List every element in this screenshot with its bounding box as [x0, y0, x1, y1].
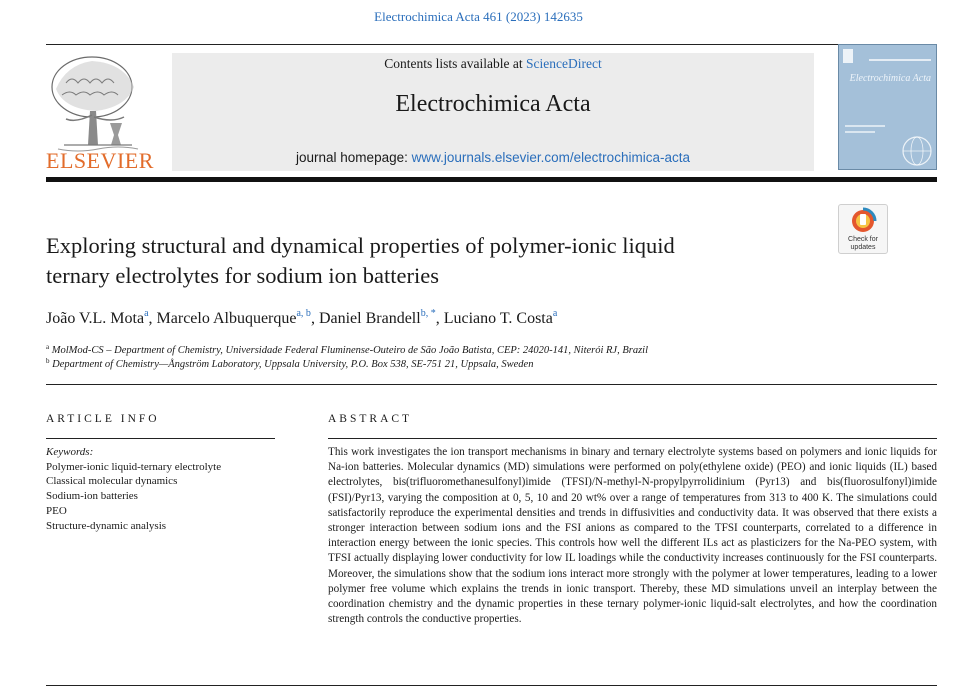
journal-cover-image[interactable] [838, 44, 937, 170]
author-name[interactable]: Daniel Brandell [318, 310, 421, 327]
abstract-rule [328, 438, 937, 439]
journal-title[interactable]: Electrochimica Acta [395, 91, 591, 117]
journal-header [172, 53, 814, 171]
top-divider [46, 44, 937, 45]
contents-line [172, 56, 814, 72]
section-divider [46, 384, 937, 385]
keyword-item: Polymer-ionic liquid-ternary electrolyte [46, 460, 222, 473]
title-line-2: ternary electrolytes for sodium ion batteries [46, 263, 439, 288]
sciencedirect-link[interactable]: ScienceDirect [526, 56, 602, 71]
author-separator: , [435, 310, 444, 327]
bottom-divider [46, 685, 937, 686]
badge-line-1: Check for [848, 236, 878, 243]
article-info-heading: ARTICLE INFO [46, 413, 160, 425]
title-line-1: Exploring structural and dynamical properties of polymer-ionic liquid [46, 233, 675, 258]
badge-line-2: updates [850, 243, 876, 251]
cover-art [839, 45, 936, 169]
check-updates-icon [839, 205, 887, 235]
check-updates-text [839, 236, 887, 251]
journal-citation[interactable]: Electrochimica Acta 461 (2023) 142635 [374, 9, 583, 24]
affiliation-text: MolMod-CS – Department of Chemistry, Universidade Federal Fluminense-Outeiro de São João Batista, CEP: 24020-141, Niterói RJ, Brazil [51, 345, 649, 356]
author-name[interactable]: João V.L. Mota [46, 310, 145, 327]
contents-prefix: Contents lists available at [384, 56, 526, 71]
keyword-item: Sodium-ion batteries [46, 490, 138, 503]
affiliation-text: Department of Chemistry—Ångström Laboratory, Uppsala University, P.O. Box 538, SE-751 21, Uppsala, Sweden [52, 359, 534, 370]
affiliation-b [46, 357, 533, 370]
affiliation-marker: b [46, 357, 50, 365]
author-name[interactable]: Marcelo Albuquerque [156, 310, 297, 327]
author-affiliation-sup[interactable]: a [144, 308, 149, 319]
article-info-rule [46, 438, 275, 439]
author-separator: , [148, 310, 157, 327]
journal-homepage-link[interactable]: www.journals.elsevier.com/electrochimica-acta [411, 150, 690, 165]
affiliation-marker: a [46, 343, 50, 351]
keyword-item: Classical molecular dynamics [46, 475, 178, 488]
article-title [46, 231, 806, 291]
abstract-text: This work investigates the ion transport mechanisms in binary and ternary electrolyte systems based on polymers and ionic liquids for Na-ion batteries. Molecular dynamics (MD) simulations were performed on poly(ethylene oxide) (PEO) and ionic liquids (IL) based electrolytes, bis(trifluoromethanesulfonyl)imide (TFSI)/N-methyl-N-propylpyrrolidinium (Pyr13) and bis(fluorosulfonyl)imide (FSI)/Pyr13, varying the composition at 0, 5, 10 and 20 wt% over a range of temperatures from 313 to 400 K. The simulations could satisfactorily reproduce the experimental densities and trends in diffusivities and conductivity data. It was observed that there exists a stronger interaction between sodium ions and the FSI anions as compared to the TFSI counterparts, correlated to a difference in interaction energy between the ionic species. This controls how well the different ILs act as plasticizers for the Na-PEO system, with TFSI actually displaying lower conductivity for low IL loadings while the conductivity increases continuously for the FSI counterparts. Moreover, the simulations show that the sodium ions interact more strongly with the polymer at lower temperatures, leading to a lower polymer free volume which explains the trends in ionic transport. Thereby, these MD simulations unveil an interplay between the coordination chemistry and the dynamic properties in these ternary polymer-ionic liquid-salt electrolytes, and how the coordination strength controls the conductive properties. [328, 446, 937, 626]
keyword-item: PEO [46, 504, 67, 517]
author-list [46, 308, 557, 328]
check-for-updates-badge[interactable] [838, 204, 888, 254]
keyword-item: Structure-dynamic analysis [46, 519, 167, 532]
abstract-heading: ABSTRACT [328, 413, 413, 425]
keywords-block [46, 445, 286, 533]
homepage-line [172, 150, 814, 165]
author-separator: , [310, 310, 319, 327]
keywords-label: Keywords: [46, 446, 94, 458]
author-affiliation-sup[interactable]: a [552, 308, 558, 319]
header-divider-thick [46, 177, 937, 182]
author-name[interactable]: Luciano T. Costa [443, 310, 553, 327]
cover-title: Electrochimica Acta [849, 73, 931, 84]
affiliation-a [46, 343, 648, 356]
homepage-prefix: journal homepage: [296, 150, 412, 165]
author-affiliation-sup[interactable]: b, * [420, 308, 436, 319]
publisher-wordmark: ELSEVIER [46, 148, 154, 173]
author-affiliation-sup[interactable]: a, b [296, 308, 311, 319]
